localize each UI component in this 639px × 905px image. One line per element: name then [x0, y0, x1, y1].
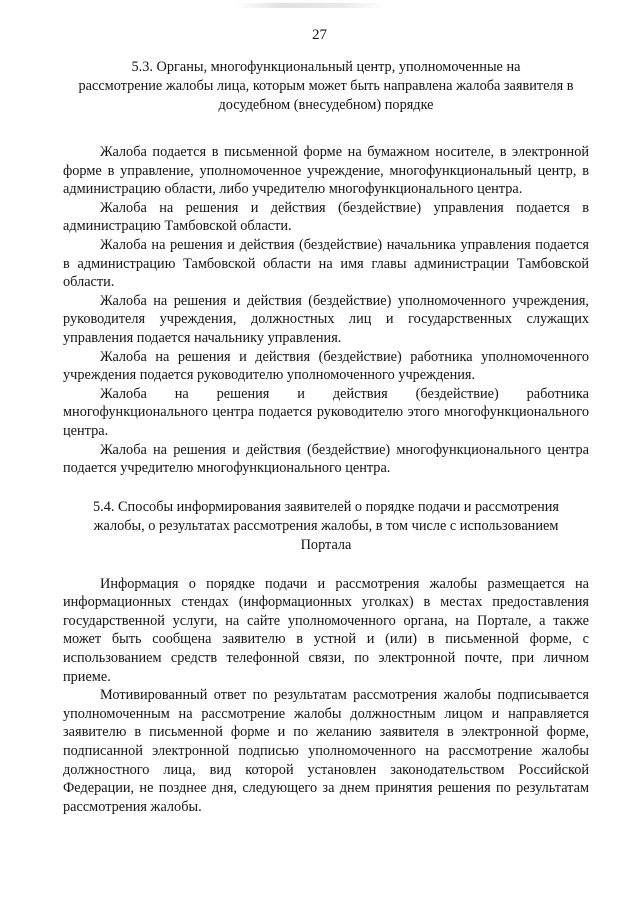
section-5-3-paragraph: Жалоба подается в письменной форме на бумажном носителе, в электронной форме в управление, уполномоченное учреждение, многофункциональный центр, в администрацию области, либо учредителю многофункционального центра.	[63, 144, 589, 198]
section-5-3-paragraph: Жалоба на решения и действия (бездействие) работника многофункционального центра подается руководителю этого многофункционального центра.	[63, 385, 589, 439]
section-5-3-heading	[63, 58, 589, 115]
heading-line: Портала	[300, 536, 352, 553]
heading-line: 5.3. Органы, многофункциональный центр, уполномоченные на	[131, 59, 521, 75]
section-5-3-paragraph: Жалоба на решения и действия (бездействие) работника уполномоченного учреждения подается руководителю уполномоченного учреждения.	[63, 348, 589, 384]
section-5-3-paragraph: Жалоба на решения и действия (бездействие) многофункционального центра подается учредителю многофункционального центра.	[63, 441, 589, 477]
heading-line: 5.4. Способы информирования заявителей о порядке подачи и рассмотрения	[92, 498, 560, 515]
page-number: 27	[312, 27, 327, 43]
section-5-4-paragraph: Мотивированный ответ по результатам рассмотрения жалобы подписывается уполномоченным на рассмотрение жалобы должностным лицом и направляется заявителю в письменной форме и по желанию заявителя в электронной форме, подписанной электронной подписью уполномоченного на рассмотрение жалобы должностного лица, вид которой установлен законодательством Российской Федерации, не позднее дня, следующего за днем принятия решения по результатам рассмотрения жалобы.	[63, 687, 589, 815]
section-5-3-paragraph: Жалоба на решения и действия (бездействие) управления подается в администрацию Тамбовской области.	[63, 199, 589, 235]
section-5-4-heading	[63, 498, 589, 555]
scan-artifact	[236, 3, 386, 8]
section-5-3-paragraph: Жалоба на решения и действия (бездействие) уполномоченного учреждения, руководителя учреждения, должностных лиц и государственных служащих управления подается начальнику управления.	[63, 292, 589, 346]
heading-line: досудебном (внесудебном) порядке	[218, 97, 434, 113]
section-5-3-paragraph: Жалоба на решения и действия (бездействие) начальника управления подается в администрацию Тамбовской области на имя главы администрации Тамбовской области.	[63, 236, 589, 291]
section-5-4-paragraph: Информация о порядке подачи и рассмотрения жалобы размещается на информационных стендах (информационных уголках) в местах предоставления государственной услуги, на сайте уполномоченного органа, на Портале, а также может быть сообщена заявителю в устной и (или) в письменной форме, с использованием средств телефонной связи, по электронной почте, при личном приеме.	[63, 575, 589, 685]
heading-line: жалобы, о результатах рассмотрения жалобы, в том числе с использованием	[93, 517, 559, 534]
document-body	[63, 58, 589, 816]
heading-line: рассмотрение жалобы лица, которым может быть направлена жалоба заявителя в	[78, 78, 574, 94]
